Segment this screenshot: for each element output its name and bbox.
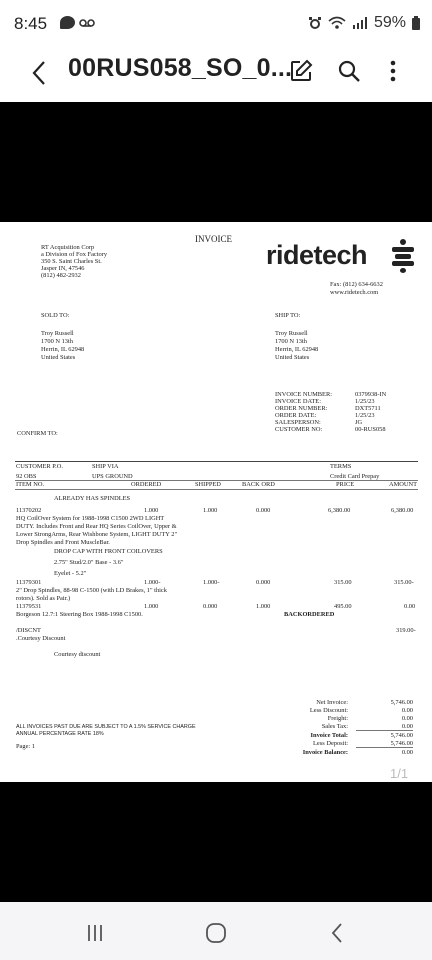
file-title: 00RUS058_SO_0... <box>68 54 293 82</box>
company-line: 350 S. Saint Charles St. <box>41 258 102 265</box>
wifi-icon <box>328 16 346 30</box>
customer-po: 92 OBS <box>16 473 37 480</box>
back-arrow-icon <box>31 60 47 86</box>
divider <box>356 730 413 731</box>
status-time: 8:45 <box>14 14 48 33</box>
status-bar <box>0 0 432 48</box>
signal-icon <box>352 16 368 30</box>
invoice-balance: 0.00 <box>401 749 413 756</box>
battery-icon <box>412 16 420 30</box>
detail-label: SALESPERSON: <box>275 419 321 426</box>
company-line: (812) 482-2932 <box>41 272 81 279</box>
col-item: ITEM NO. <box>16 481 45 488</box>
page-indicator: 1/1 <box>390 766 409 781</box>
sales-tax: 0.00 <box>401 723 413 730</box>
net-invoice: 5,746.00 <box>390 699 413 706</box>
search-button[interactable] <box>332 54 366 88</box>
item-shipped: 1.000- <box>203 579 220 586</box>
ship-to-line: Herrin, IL 62948 <box>275 346 319 353</box>
recent-apps-button[interactable] <box>75 920 115 946</box>
total-label: Net Invoice: <box>316 699 348 706</box>
footer-notice: ANNUAL PERCENTAGE RATE 18% <box>16 731 104 737</box>
home-button[interactable] <box>196 920 236 946</box>
search-icon <box>337 59 361 83</box>
sold-to-line: United States <box>41 354 76 361</box>
discount-code: /DISCNT <box>16 627 41 634</box>
less-discount: 0.00 <box>401 707 413 714</box>
sold-to-label: SOLD TO: <box>41 312 70 319</box>
voicemail-icon <box>79 18 95 28</box>
terms-label: TERMS <box>330 463 352 470</box>
detail-label: INVOICE NUMBER: <box>275 391 332 398</box>
divider <box>356 747 413 748</box>
home-icon <box>205 922 227 944</box>
confirm-to-label: CONFIRM TO: <box>17 430 58 437</box>
ship-to-line: Troy Russell <box>275 330 308 337</box>
item-description: HQ CoilOver System for 1988-1998 C1500 2WD LIGHT <box>16 515 165 522</box>
item-back-ord: 1.000 <box>256 603 271 610</box>
total-label: Freight: <box>327 715 348 722</box>
footer-notice: ALL INVOICES PAST DUE ARE SUBJECT TO A 1.5% SERVICE CHARGE <box>16 724 196 730</box>
detail-label: ORDER NUMBER: <box>275 405 328 412</box>
ship-to-line: 1700 N 13th <box>275 338 307 345</box>
col-shipped: SHIPPED <box>195 481 221 488</box>
message-icon <box>60 16 75 29</box>
sold-to-line: Herrin, IL 62948 <box>41 346 85 353</box>
item-back-ord: 0.000 <box>256 507 271 514</box>
item-price: 6,380.00 <box>328 507 351 514</box>
company-website: www.ridetech.com <box>330 289 379 296</box>
sold-to-line: Troy Russell <box>41 330 74 337</box>
ship-to-label: SHIP TO: <box>275 312 301 319</box>
discount-note: Courtesy discount <box>54 651 101 658</box>
total-label: Less Discount: <box>309 707 348 714</box>
item-amount: 6,380.00 <box>391 507 414 514</box>
col-amount: AMOUNT <box>389 481 418 488</box>
item-ordered: 1.000- <box>144 579 161 586</box>
item-shipped: 1.000 <box>203 507 218 514</box>
item-shipped: 0.000 <box>203 603 218 610</box>
recent-apps-icon <box>86 924 104 942</box>
item-description: rotors). Sold as Pair.) <box>16 595 71 602</box>
discount-desc: .Courtesy Discount <box>16 635 66 642</box>
more-vert-icon <box>390 60 396 82</box>
order-note: ALREADY HAS SPINDLES <box>54 495 131 502</box>
invoice-heading: INVOICE <box>195 234 232 244</box>
divider <box>15 489 418 490</box>
less-deposit: 5,746.00 <box>390 740 413 747</box>
app-bar <box>0 48 432 102</box>
battery-percent: 59% <box>373 14 406 31</box>
detail-label: ORDER DATE: <box>275 412 317 419</box>
bottom-black-band <box>0 782 432 902</box>
total-label: Sales Tax: <box>321 723 348 730</box>
ship-via-label: SHIP VIA <box>92 463 119 470</box>
item-description: 2" Drop Spindles, 88-98 C-1500 (with LD Brakes, 1" thick <box>16 587 167 594</box>
item-spec: Eyelet - 5.2" <box>54 570 87 577</box>
item-no: 11370202 <box>16 507 42 514</box>
more-options-button[interactable] <box>376 54 410 88</box>
detail-label: INVOICE DATE: <box>275 398 321 405</box>
item-description: Lower StrongArms, Rear Wishbone System, LIGHT DUTY 2" <box>16 531 178 538</box>
ship-to-line: United States <box>275 354 310 361</box>
ship-via: UPS GROUND <box>92 473 133 480</box>
company-fax: Fax: (812) 634-6632 <box>330 281 383 288</box>
system-nav-bar <box>0 902 432 960</box>
edit-button[interactable] <box>284 54 318 88</box>
back-icon <box>331 923 343 943</box>
item-description: Drop Spindles and Front MuscleBar. <box>16 539 110 546</box>
customer-number: 00-RUS058 <box>355 426 386 433</box>
detail-label: CUSTOMER NO: <box>275 426 323 433</box>
freight: 0.00 <box>401 715 413 722</box>
total-label: Invoice Total: <box>310 732 348 739</box>
discount-amount: 319.00- <box>396 627 416 634</box>
status-left-icons <box>60 16 95 29</box>
item-ordered: 1.000 <box>144 507 159 514</box>
company-line: Jasper IN, 47546 <box>41 265 85 272</box>
status-right <box>308 14 420 32</box>
item-spec: 2.75" Stud/2.0" Base - 3.6" <box>54 559 124 566</box>
ridetech-logo-mark <box>392 239 414 273</box>
system-back-button[interactable] <box>317 920 357 946</box>
back-button[interactable] <box>22 56 56 90</box>
item-amount: 0.00 <box>404 603 416 610</box>
item-no: 11379531 <box>16 603 42 610</box>
alarm-icon <box>308 16 322 30</box>
customer-po-label: CUSTOMER P.O. <box>16 463 63 470</box>
terms: Credit Card Prepay <box>330 473 380 480</box>
ridetech-logo: ridetech <box>266 240 368 270</box>
item-price: 495.00 <box>334 603 352 610</box>
edit-icon <box>289 59 313 83</box>
order-date: 1/25/23 <box>355 412 375 419</box>
item-ordered: 1.000 <box>144 603 159 610</box>
divider <box>15 461 418 462</box>
item-amount: 315.00- <box>394 579 414 586</box>
col-price: PRICE <box>336 481 355 488</box>
col-back-ord: BACK ORD <box>242 481 275 488</box>
item-no: 11379301 <box>16 579 42 586</box>
order-number: DXT5711 <box>355 405 381 412</box>
item-back-ord: 0.000 <box>256 579 271 586</box>
company-line: RT Acquisition Corp <box>41 244 95 251</box>
page-label: Page: 1 <box>16 743 35 750</box>
invoice-page[interactable] <box>0 222 432 782</box>
invoice-total: 5,746.00 <box>390 732 413 739</box>
item-sub-note: DROP CAP WITH FRONT COILOVERS <box>54 548 163 555</box>
sold-to-line: 1700 N 13th <box>41 338 73 345</box>
top-black-band <box>0 102 432 222</box>
company-line: a Division of Fox Factory <box>41 251 108 258</box>
item-price: 315.00 <box>334 579 352 586</box>
invoice-date: 1/25/23 <box>355 398 375 405</box>
col-ordered: ORDERED <box>131 481 162 488</box>
item-description: DUTY. Includes Front and Rear HQ Series CoilOver, Upper & <box>16 523 177 530</box>
total-label: Less Deposit: <box>313 740 348 747</box>
salesperson: JG <box>355 419 363 426</box>
item-description: Borgeson 12.7:1 Steering Box 1988-1998 C1500. <box>16 611 143 618</box>
total-label: Invoice Balance: <box>302 749 348 756</box>
backordered-status: BACKORDERED <box>284 611 335 618</box>
invoice-number: 0379938-IN <box>355 391 387 398</box>
